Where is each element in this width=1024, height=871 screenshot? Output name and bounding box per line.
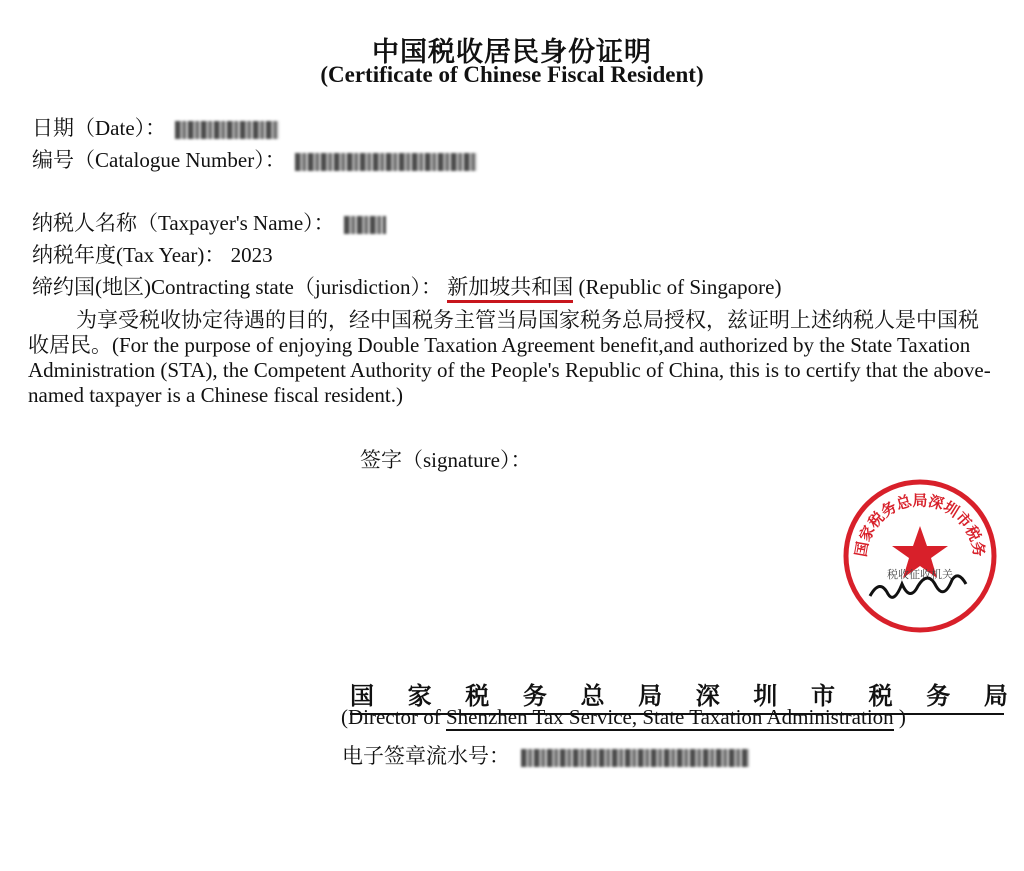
agency-char: 总 — [580, 681, 605, 710]
serial-redacted — [521, 749, 749, 767]
date-redacted — [175, 121, 279, 139]
statement-en: (For the purpose of enjoying Double Taxation Agreement benefit,and authorized by the State Taxation Administration (STA), the Competent Authority of the People's Republic of China, this is to certify that the above-named taxpayer is a Chinese fiscal resident.) — [28, 333, 991, 407]
seal-arc-text: 国家税务总局深圳市税务 — [851, 491, 989, 559]
seal-graphic — [840, 476, 1000, 636]
catalogue-redacted — [295, 153, 477, 171]
agency-char: 局 — [638, 681, 663, 710]
catalogue-row — [32, 144, 477, 174]
agency-char: 圳 — [753, 681, 778, 710]
statement-cn: 为享受税收协定待遇的目的，经中国税务主管当局国家税务总局授权，兹证明上述纳税人是中国税收居民。 — [28, 308, 979, 357]
taxpayer-row — [32, 207, 386, 237]
agency-char: 务 — [926, 681, 951, 710]
serial-label: 电子签章流水号： — [342, 744, 510, 768]
agency-char: 市 — [811, 681, 835, 710]
agency-char: 深 — [695, 681, 720, 710]
catalogue-label: 编号（Catalogue Number）： — [32, 148, 286, 172]
taxpayer-redacted — [344, 216, 386, 234]
director-line — [341, 705, 906, 730]
document-title-cn: 中国税收居民身份证明 — [372, 37, 652, 68]
contracting-label: 缔约国(地区)Contracting state（jurisdiction）： — [32, 275, 443, 299]
director-suffix: ) — [893, 705, 906, 729]
official-seal — [840, 476, 1000, 636]
tax-year-label: 纳税年度(Tax Year)： — [32, 243, 226, 267]
seal-bottom-text: 税收征收机关 — [887, 568, 953, 581]
date-label: 日期（Date）： — [32, 116, 167, 140]
certification-statement — [28, 308, 996, 408]
director-prefix: (Director of — [341, 705, 446, 729]
signature-label: 签字（signature）： — [360, 448, 532, 472]
taxpayer-label: 纳税人名称（Taxpayer's Name）： — [32, 211, 335, 235]
contracting-value-cn: 新加坡共和国 — [447, 275, 573, 303]
document-title-en: (Certificate of Chinese Fiscal Resident) — [320, 62, 704, 87]
contracting-row — [32, 271, 781, 301]
contracting-value-en: (Republic of Singapore) — [578, 275, 782, 299]
tax-year-row — [32, 239, 273, 269]
director-name: Shenzhen Tax Service, State Taxation Administration — [445, 705, 894, 729]
agency-char: 国 — [350, 681, 374, 710]
agency-char: 务 — [522, 681, 547, 710]
agency-char: 局 — [983, 681, 1008, 710]
e-signature-serial-row — [342, 740, 749, 770]
agency-char: 家 — [407, 681, 432, 710]
agency-char: 税 — [465, 681, 490, 710]
tax-year-value: 2023 — [230, 243, 273, 267]
agency-char: 税 — [868, 681, 893, 710]
date-row — [32, 112, 279, 142]
